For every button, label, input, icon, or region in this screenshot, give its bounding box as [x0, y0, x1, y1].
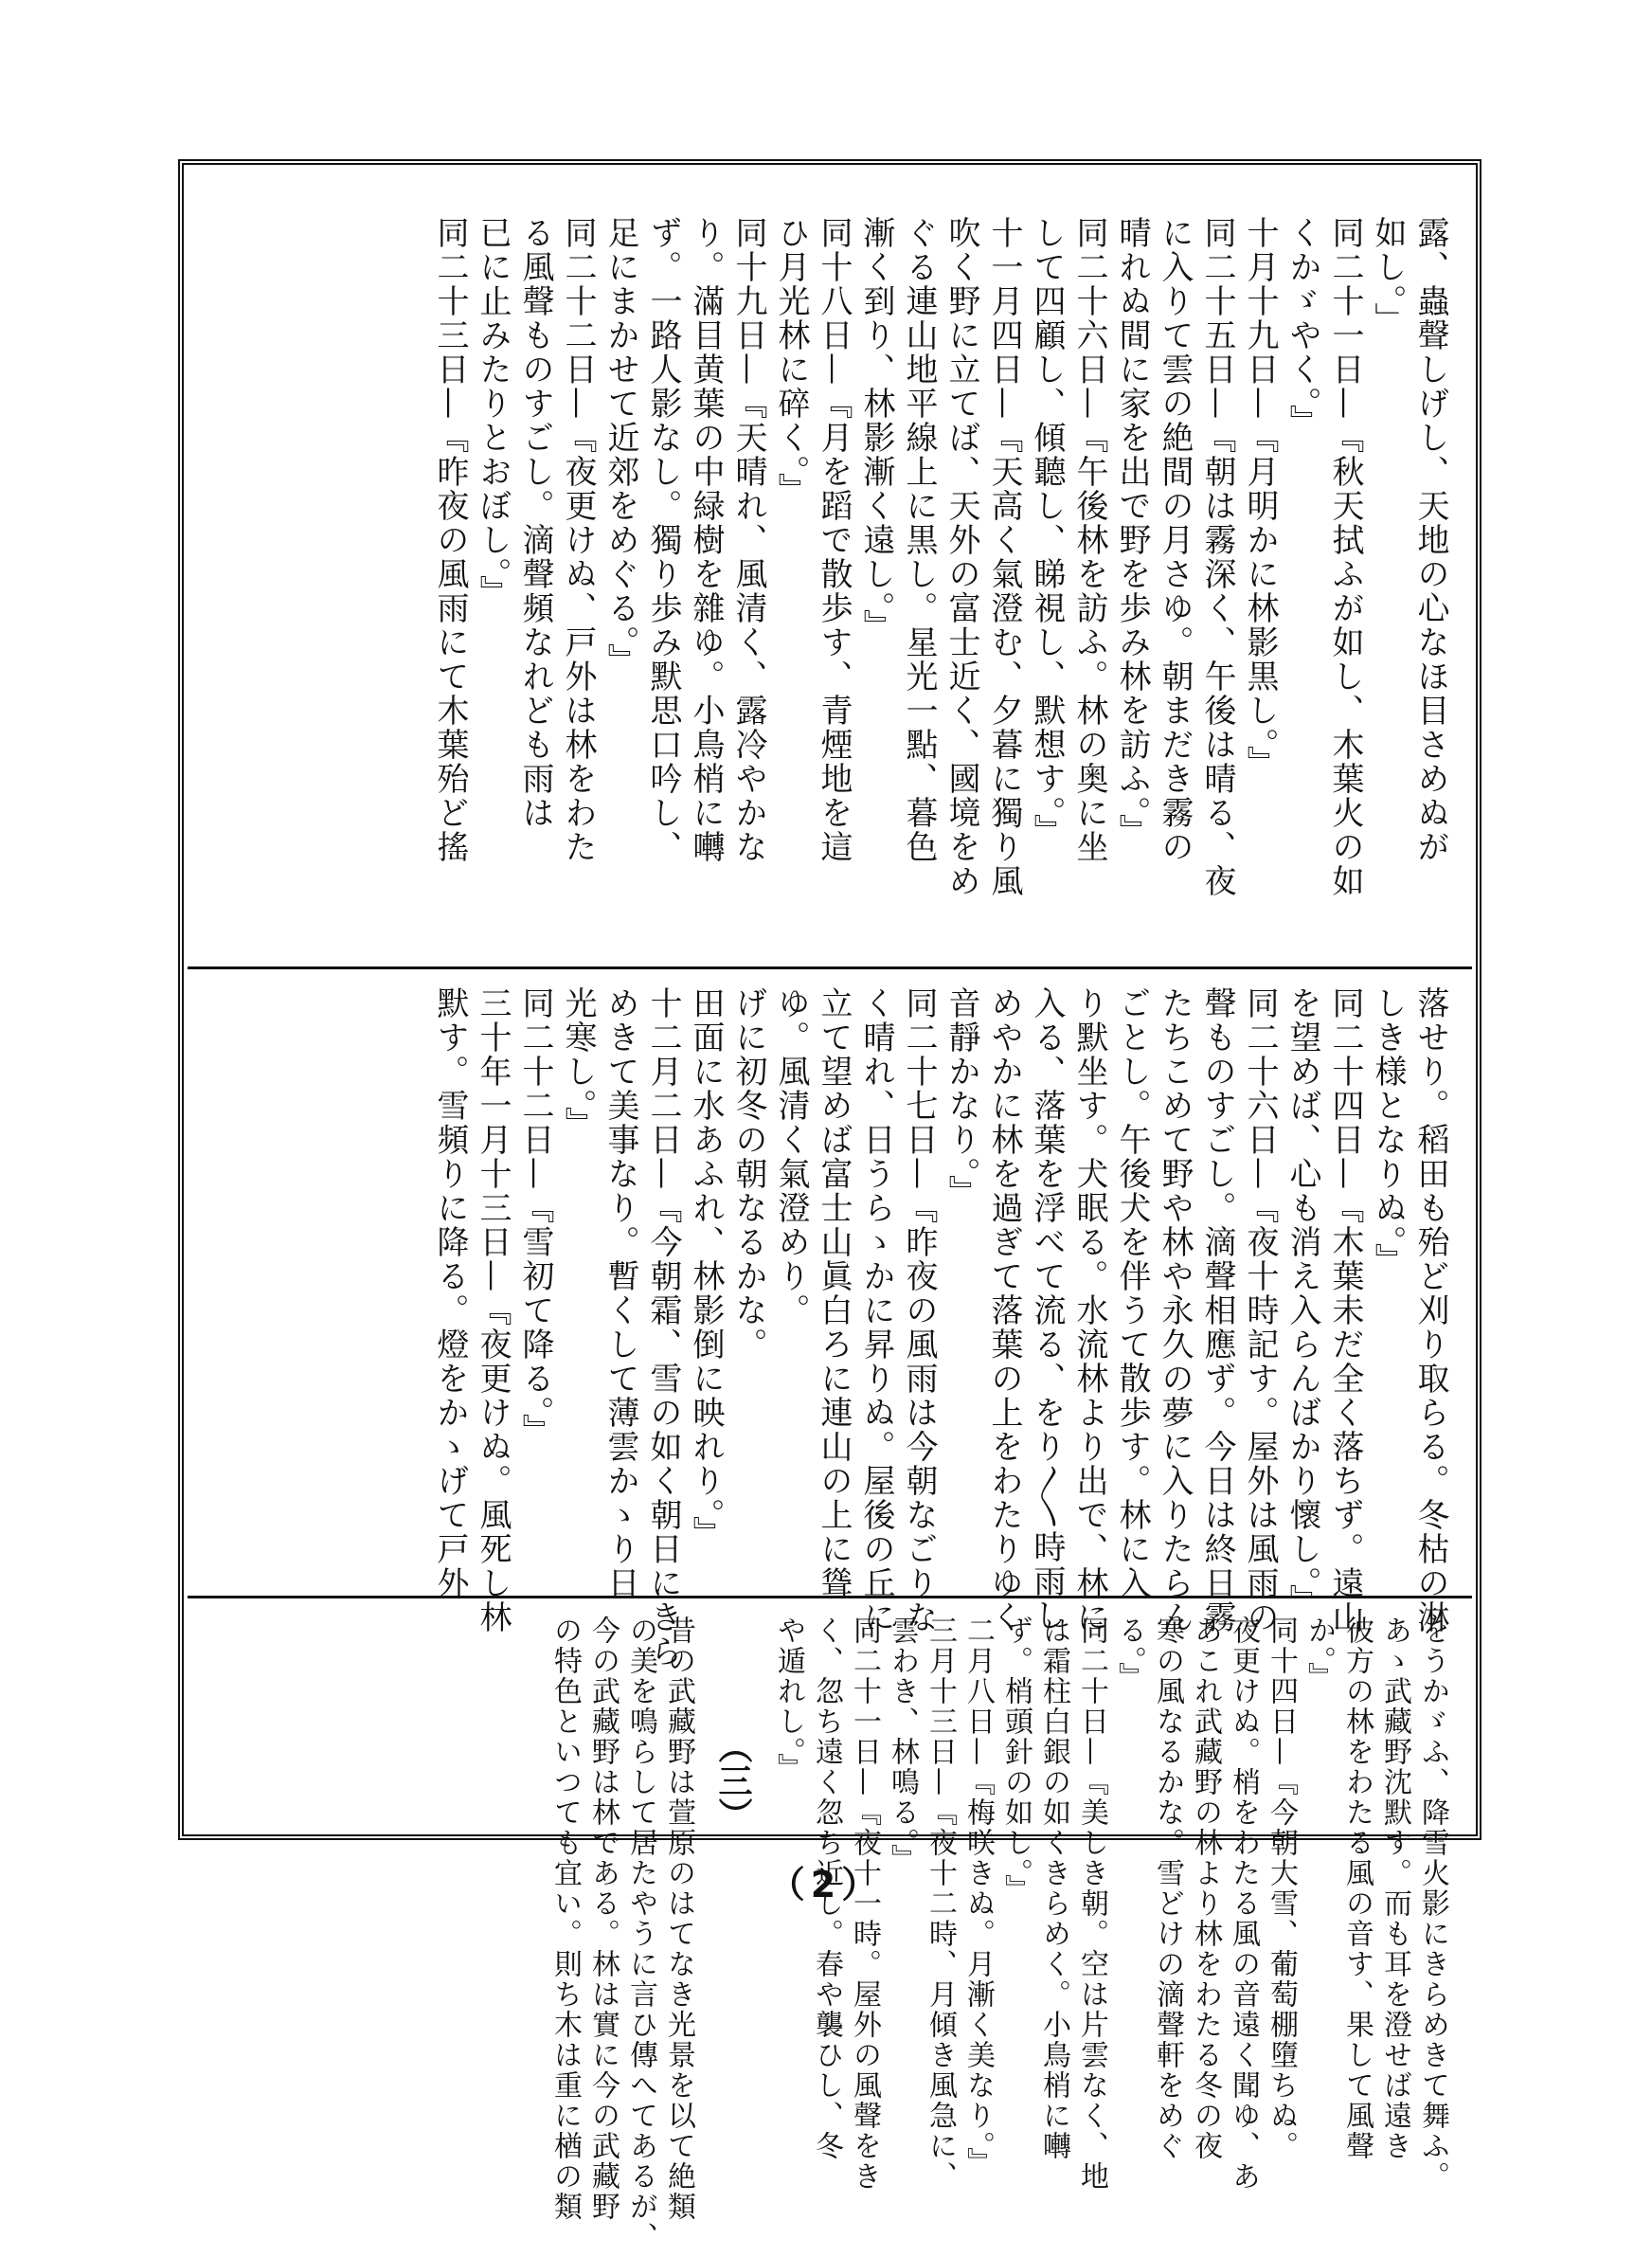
text-line: く、忽ち遠く忽ち近し。春や襲ひし、冬 [810, 1616, 843, 2161]
text-line: ず。梢頭針の如し。』 [999, 1616, 1032, 1905]
text-line: 三月十三日—『夜十二時、月傾き風急に、 [924, 1616, 957, 2192]
text-line: 同二十六日—『午後林を訪ふ。林の奥に坐 [1070, 216, 1108, 864]
text-line: く晴れ、日うらゝかに昇りぬ。屋後の丘に [857, 986, 895, 1634]
text-line: 寒の風なるかな。雪どけの滴聲軒をめぐ [1151, 1616, 1184, 2161]
text-band-bottom [188, 1596, 1472, 2252]
text-line: は霜柱白銀の如くきらめく。小鳥梢に囀 [1037, 1616, 1070, 2161]
text-line: 同二十七日—『昨夜の風雨は今朝なごりな [900, 986, 938, 1634]
text-line: 十月十九日—『月明かに林影黒し。』 [1241, 216, 1279, 780]
text-line: ず。一路人影なし。獨り歩み默思口吟し、 [644, 216, 682, 864]
text-line: 聲ものすごし。滴聲相應ず。今日は終日霧 [1198, 986, 1236, 1634]
text-line: か。』 [1302, 1616, 1336, 1692]
text-line: たちこめて野や林や永久の夢に入りたらん [1156, 986, 1194, 1634]
text-line: をうかゞふ、降雪火影にきらめきて舞ふ。 [1416, 1616, 1449, 2192]
text-line: に入りて雲の絶間の月さゆ。朝まだき霧の [1156, 216, 1194, 864]
text-line: めきて美事なり。暫くして薄雲かゝり日 [602, 986, 639, 1600]
text-line: 同二十二日—『雪初て降る。』 [516, 986, 554, 1448]
text-line: 如し。」 [1369, 216, 1407, 336]
text-line: くかゞやく。』 [1284, 216, 1321, 439]
text-line: 同二十四日—『木葉未だ全く落ちず。遠山 [1326, 986, 1364, 1634]
text-line: 音靜かなり。』 [943, 986, 980, 1209]
text-line: 三十年一月十三日—『夜更けぬ。風死し林 [474, 986, 512, 1634]
text-line: 同二十六日—『夜十時記す。屋外は風雨の [1241, 986, 1279, 1634]
text-line: の美を鳴らして居たやうに言ひ傳へてあるが、 [624, 1616, 657, 2252]
text-line: 夜更けぬ。梢をわたる風の音遠く聞ゆ、あ [1227, 1616, 1260, 2192]
text-line: 同二十二日—『夜更けぬ、戸外は林をわた [559, 216, 597, 864]
text-line: 落せり。稻田も殆ど刈り取らる。冬枯の淋 [1411, 986, 1449, 1634]
text-line: 十一月四日—『天高く氣澄む、夕暮に獨り風 [985, 216, 1023, 898]
text-line: して四顧し、傾聽し、睇視し、默想す。』 [1028, 216, 1066, 848]
text-line: 同二十三日—『昨夜の風雨にて木葉殆ど搖 [431, 216, 469, 864]
text-line: 同十八日—『月を蹈で散歩す、青煙地を這 [815, 216, 853, 864]
text-line: 十二月二日—『今朝霜、雪の如く朝日にきら [644, 986, 682, 1669]
text-line: あゝ武藏野沈默す。而も耳を澄せば遠き [1378, 1616, 1411, 2161]
text-line: 同二十日—『美しき朝。空は片雲なく、地 [1075, 1616, 1108, 2192]
text-line: 吹く野に立てば、天外の富士近く、國境をめ [943, 216, 980, 898]
text-line: 同二十一日—『秋天拭ふが如し、木葉火の如 [1326, 216, 1364, 898]
text-line: しき様となりぬ。』 [1369, 986, 1407, 1277]
text-line: 立て望めば富士山眞白ろに連山の上に聳 [815, 986, 853, 1600]
text-line: 已に止みたりとおぼし。』 [474, 216, 512, 609]
text-line: あこれ武藏野の林より林をわたる冬の夜 [1189, 1616, 1222, 2161]
text-band-middle [188, 966, 1472, 1669]
text-line: る風聲ものすごし。滴聲頻なれども雨は [516, 216, 554, 830]
text-line: 今の武藏野は林である。林は實に今の武藏野 [586, 1616, 620, 2222]
text-line: 同二十一日—『夜十一時。屋外の風聲をき [848, 1616, 881, 2192]
text-line: ごとし。午後犬を伴うて散歩す。林に入 [1113, 986, 1151, 1600]
text-line: 漸く到り、林影漸く遠し。』 [857, 216, 895, 643]
text-line: 光寒し。』 [559, 986, 597, 1141]
text-line: 同十九日—『天晴れ、風清く、露冷やかな [729, 216, 767, 864]
text-line: 昔の武藏野は萱原のはてなき光景を以て絶類 [662, 1616, 695, 2222]
text-line: 默す。雪頻りに降る。燈をかゝげて戸外 [431, 986, 469, 1600]
text-line: げに初冬の朝なるかな。 [729, 986, 767, 1362]
text-line: ぐる連山地平線上に黒し。星光一點、暮色 [900, 216, 938, 864]
text-line: 同二十五日—『朝は霧深く、午後は晴る、夜 [1198, 216, 1236, 898]
text-line: めやかに林を過ぎて落葉の上をわたりゆく [985, 986, 1023, 1634]
text-line: り默坐す。犬眠る。水流林より出で、林に [1070, 986, 1108, 1634]
text-line: り。滿目黄葉の中緑樹を雜ゆ。小鳥梢に囀 [687, 216, 725, 864]
text-line: 雲わき、林鳴る。』 [886, 1616, 919, 1874]
text-line: 足にまかせて近郊をめぐる。』 [602, 216, 639, 677]
page-frame [178, 159, 1481, 2252]
text-line: る。』 [1113, 1616, 1146, 1692]
page-number: （2） [768, 1864, 884, 1905]
text-line: 露、蟲聲しげし、天地の心なほ目さめぬが [1411, 216, 1449, 864]
text-line: 二月八日—『梅咲きぬ。月漸く美なり。』 [961, 1616, 995, 2177]
text-line: を望めば、心も消え入らんばかり懷し。』 [1284, 986, 1321, 1618]
text-line: ゆ。風清く氣澄めり。 [772, 986, 810, 1327]
text-line: 入る、落葉を浮べて流る、をり〳〵時雨し [1028, 986, 1066, 1633]
section-heading: （三） [713, 1729, 753, 1832]
text-line: 晴れぬ間に家を出で野を歩み林を訪ふ。』 [1113, 216, 1151, 848]
text-line: 彼方の林をわたる風の音す、果して風聲 [1340, 1616, 1374, 2161]
text-line: ひ月光林に碎く。』 [772, 216, 810, 507]
text-line: や遁れし。』 [772, 1616, 805, 1783]
text-line: 同十四日—『今朝大雪、葡萄棚墮ちぬ。 [1265, 1616, 1298, 2161]
text-band-top [188, 199, 1472, 957]
text-line: の特色といつても宜い。則ち木は重に楢の類 [548, 1616, 582, 2222]
text-line: 田面に水あふれ、林影倒に映れり。』 [687, 986, 725, 1550]
